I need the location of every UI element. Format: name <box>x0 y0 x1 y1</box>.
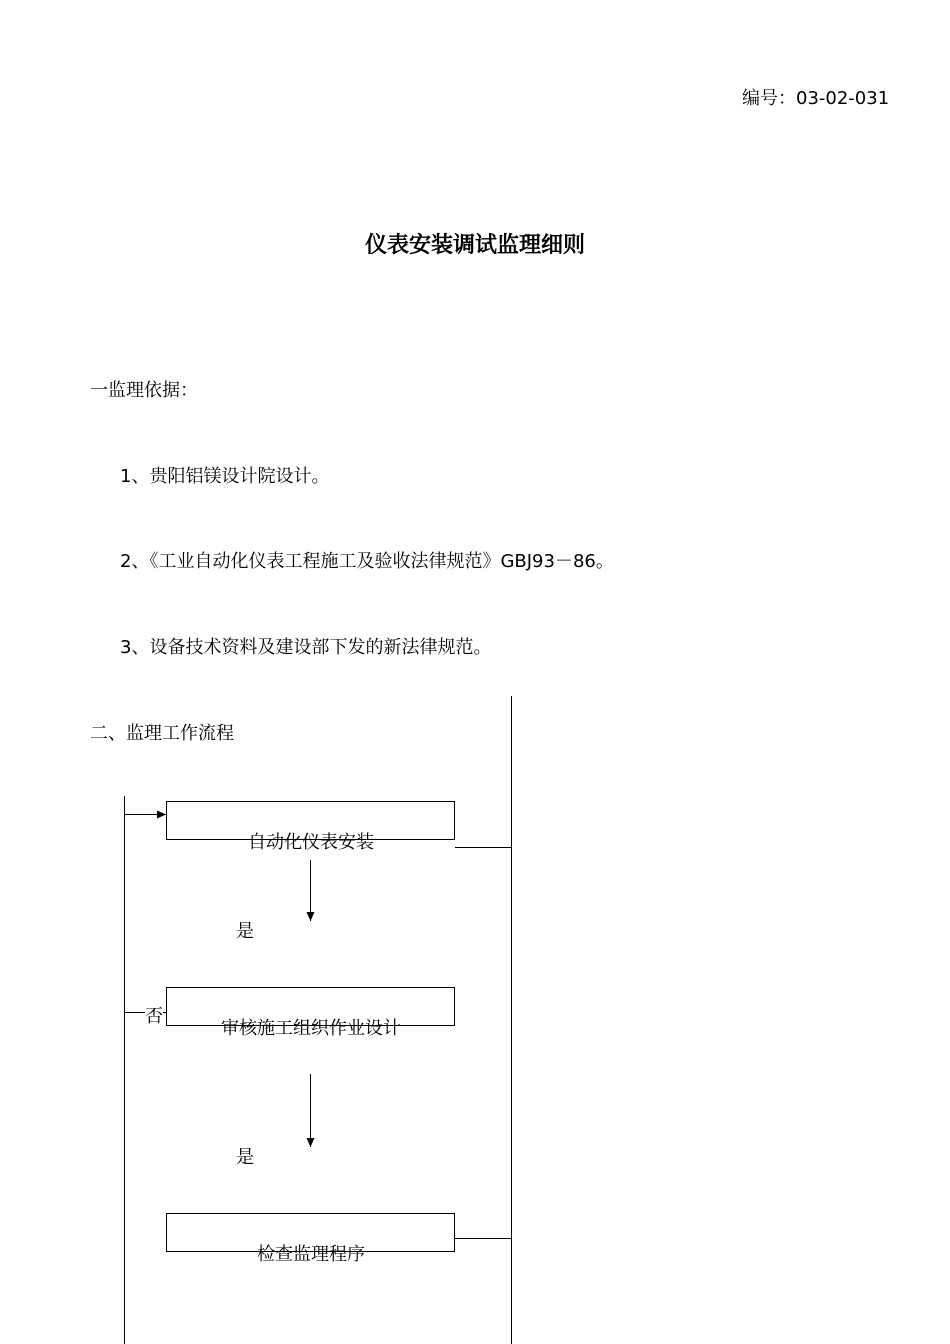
basis-item-3: 3、设备技术资料及建设部下发的新法律规范。 <box>120 637 492 658</box>
flow-no-label: 否 <box>145 1002 163 1028</box>
basis-item-2: 2、《工业自动化仪表工程施工及验收法律规范》GBJ93－86。 <box>120 551 614 572</box>
basis-item-1: 1、贵阳铝镁设计院设计。 <box>120 466 330 487</box>
section2-heading: 二、监理工作流程 <box>90 723 234 744</box>
flow-yes-label-1: 是 <box>236 921 254 942</box>
flow-yes-label-2: 是 <box>236 1147 254 1168</box>
document-title: 仪表安装调试监理细则 <box>364 233 585 258</box>
flow-box-3-label: 检查监理程序 <box>257 1244 365 1265</box>
document-number: 编号：03-02-031 <box>742 88 890 109</box>
flow-box-2-label: 审核施工组织作业设计 <box>221 1018 401 1039</box>
flow-box-1-label: 自动化仪表安装 <box>248 832 374 853</box>
section1-heading: 一监理依据： <box>90 380 198 401</box>
